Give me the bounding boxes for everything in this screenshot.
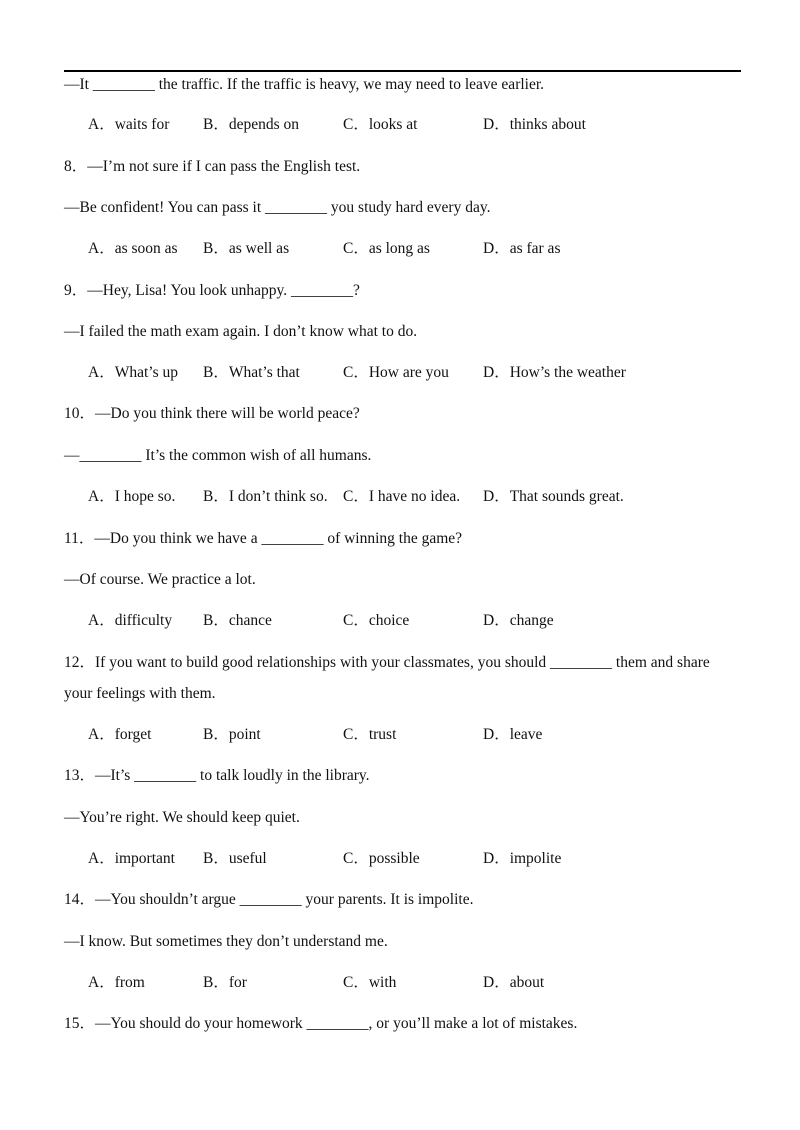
q8-option-d: D．as far as: [483, 240, 561, 257]
q7-option-d: D．thinks about: [483, 116, 586, 133]
q10-option-c: C．I have no idea.: [343, 488, 461, 505]
q8-option-b: B．as well as: [203, 240, 290, 257]
q13-option-b: B．useful: [203, 850, 267, 867]
q14-options: [88, 973, 728, 993]
q12-option-c: C．trust: [343, 726, 397, 743]
q14-option-a: A．from: [88, 974, 145, 991]
q14-option-d: D．about: [483, 974, 545, 991]
q14-answer-line: —I know. But sometimes they don’t understand me.: [64, 933, 388, 950]
q7-options: [88, 115, 728, 135]
q8-prompt-line: 8．—I’m not sure if I can pass the English test.: [64, 158, 361, 175]
q10-option-b: B．I don’t think so.: [203, 488, 328, 505]
q11-prompt-line: 11．—Do you think we have a ________ of winning the game?: [64, 530, 463, 547]
q10-option-a: A．I hope so.: [88, 488, 176, 505]
q10-option-d: D．That sounds great.: [483, 488, 624, 505]
q9-options: [88, 363, 728, 383]
q8-option-c: C．as long as: [343, 240, 430, 257]
q12-option-d: D．leave: [483, 726, 543, 743]
q13-options: [88, 849, 728, 869]
q8-answer-line: —Be confident! You can pass it ________ you study hard every day.: [64, 199, 491, 216]
q9-option-d: D．How’s the weather: [483, 364, 626, 381]
q12-option-a: A．forget: [88, 726, 152, 743]
q12-prompt-line: 12．If you want to build good relationships with your classmates, you should ________ them and share: [64, 654, 710, 671]
header-rule: [64, 70, 741, 72]
q13-option-a: A．important: [88, 850, 175, 867]
q11-answer-line: —Of course. We practice a lot.: [64, 571, 256, 588]
q8-options: [88, 239, 728, 259]
q9-prompt-line: 9．—Hey, Lisa! You look unhappy. ________?: [64, 282, 360, 299]
q7-option-b: B．depends on: [203, 116, 300, 133]
q7-option-a: A．waits for: [88, 116, 170, 133]
q11-options: [88, 611, 728, 631]
q10-answer-line: —________ It’s the common wish of all humans.: [64, 447, 372, 464]
q11-option-c: C．choice: [343, 612, 410, 629]
q15-prompt-line: 15．—You should do your homework ________, or you’ll make a lot of mistakes.: [64, 1015, 578, 1032]
q12-options: [88, 725, 728, 745]
q14-prompt-line: 14．—You shouldn’t argue ________ your parents. It is impolite.: [64, 891, 474, 908]
q11-option-b: B．chance: [203, 612, 272, 629]
q9-option-a: A．What’s up: [88, 364, 178, 381]
q13-option-d: D．impolite: [483, 850, 562, 867]
q9-answer-line: —I failed the math exam again. I don’t know what to do.: [64, 323, 418, 340]
q14-option-b: B．for: [203, 974, 247, 991]
q12-prompt-line-continued: your feelings with them.: [64, 685, 216, 702]
q9-option-c: C．How are you: [343, 364, 449, 381]
q11-option-a: A．difficulty: [88, 612, 173, 629]
q10-prompt-line: 10．—Do you think there will be world peace?: [64, 405, 360, 422]
q13-option-c: C．possible: [343, 850, 420, 867]
q12-option-b: B．point: [203, 726, 261, 743]
q8-option-a: A．as soon as: [88, 240, 178, 257]
q13-prompt-line: 13．—It’s ________ to talk loudly in the library.: [64, 767, 370, 784]
q13-answer-line: —You’re right. We should keep quiet.: [64, 809, 300, 826]
q9-option-b: B．What’s that: [203, 364, 300, 381]
q7-option-c: C．looks at: [343, 116, 418, 133]
q14-option-c: C．with: [343, 974, 397, 991]
q7-answer-line: —It ________ the traffic. If the traffic is heavy, we may need to leave earlier.: [64, 76, 545, 93]
q10-options: [88, 487, 728, 507]
q11-option-d: D．change: [483, 612, 554, 629]
